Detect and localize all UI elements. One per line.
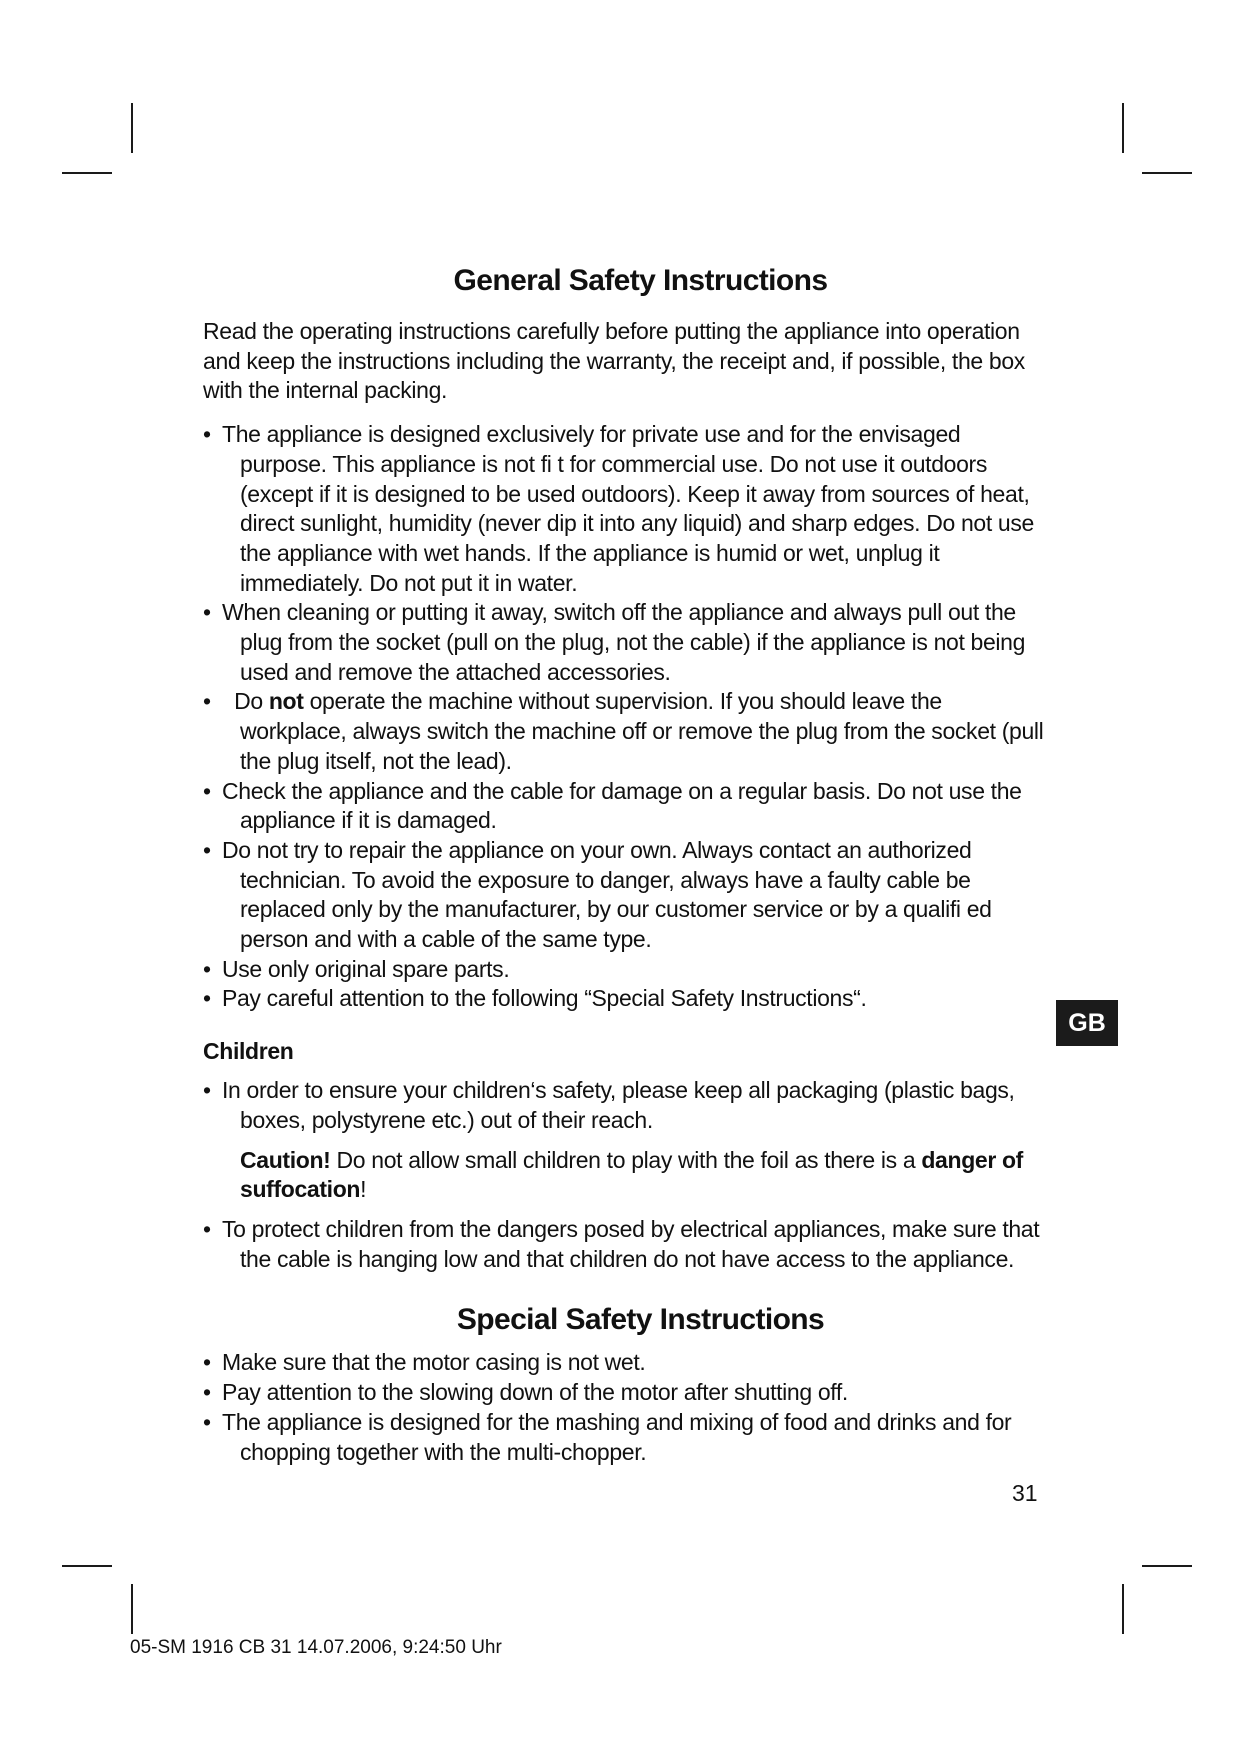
crop-mark-top-right-horizontal — [1142, 172, 1192, 174]
general-safety-title: General Safety Instructions — [453, 264, 828, 297]
children-heading: Children — [203, 1038, 294, 1065]
crop-mark-top-left-horizontal — [62, 172, 112, 174]
crop-mark-bottom-right-vertical — [1122, 1584, 1124, 1634]
list-item: • The appliance is designed for the mashing and mixing of food and drinks and for chopping together with the multi-chopper. — [203, 1408, 1012, 1465]
crop-mark-top-right-vertical — [1122, 103, 1124, 153]
list-item: • To protect children from the dangers posed by electrical appliances, make sure that the cable is hanging low and that children do not have access to the appliance. — [203, 1215, 1040, 1272]
children-list — [203, 1076, 1053, 1135]
list-item: • When cleaning or putting it away, switch off the appliance and always pull out the plug from the socket (pull on the plug, not the cable) if the appliance is not being used and remove the attached accessories. — [203, 599, 1026, 685]
list-item-do-not-operate: • Do not operate the machine without supervision. If you should leave the workplace, always switch the machine off or remove the plug from the socket (pull the plug itself, not the lead). — [203, 688, 1044, 774]
general-safety-list — [203, 420, 1053, 1014]
list-item: • Make sure that the motor casing is not wet. — [203, 1349, 646, 1376]
list-item: • Do not try to repair the appliance on your own. Always contact an authorized technician. To avoid the exposure to danger, always have a faulty cable be replaced only by the manufacturer, by our customer service or by a qualifi ed person and with a cable of the same type. — [203, 836, 992, 953]
list-item: • Pay careful attention to the following “Special Safety Instructions“. — [203, 985, 867, 1012]
crop-mark-bottom-left-horizontal — [62, 1565, 112, 1567]
page-number: 31 — [1012, 1480, 1038, 1506]
crop-mark-bottom-left-vertical — [131, 1584, 133, 1634]
language-tab-badge: GB — [1056, 1000, 1118, 1046]
intro-paragraph: Read the operating instructions carefully before putting the appliance into operation and keep the instructions including the warranty, the receipt and, if possible, the box with the internal packing. — [203, 318, 1025, 404]
crop-mark-top-left-vertical — [131, 103, 133, 153]
list-item: • Pay attention to the slowing down of the motor after shutting off. — [203, 1379, 848, 1406]
list-item: • Check the appliance and the cable for damage on a regular basis. Do not use the appliance if it is damaged. — [203, 777, 1022, 834]
children-list-2 — [203, 1215, 1053, 1274]
special-safety-title: Special Safety Instructions — [456, 1303, 825, 1337]
list-item: • The appliance is designed exclusively for private use and for the envisaged purpose. This appliance is not fi t for commercial use. Do not use it outdoors (except if it is designed to be used outdoors). Keep it away from sources of heat, direct sunlight, humidity (never dip it into any liquid) and sharp edges. Do not use the appliance with wet hands. If the appliance is humid or wet, unplug it immediately. Do not put it in water. — [203, 421, 1034, 596]
page-content — [203, 255, 1053, 1467]
crop-mark-bottom-right-horizontal — [1142, 1565, 1192, 1567]
list-item: • In order to ensure your children‘s safety, please keep all packaging (plastic bags, boxes, polystyrene etc.) out of their reach. — [203, 1077, 1015, 1133]
special-safety-list — [203, 1348, 1053, 1467]
list-item: • Use only original spare parts. — [203, 955, 510, 982]
caution-note: Caution! Do not allow small children to play with the foil as there is a danger of suffocation! — [240, 1146, 1023, 1203]
print-footer: 05-SM 1916 CB 31 14.07.2006, 9:24:50 Uhr — [130, 1637, 502, 1658]
